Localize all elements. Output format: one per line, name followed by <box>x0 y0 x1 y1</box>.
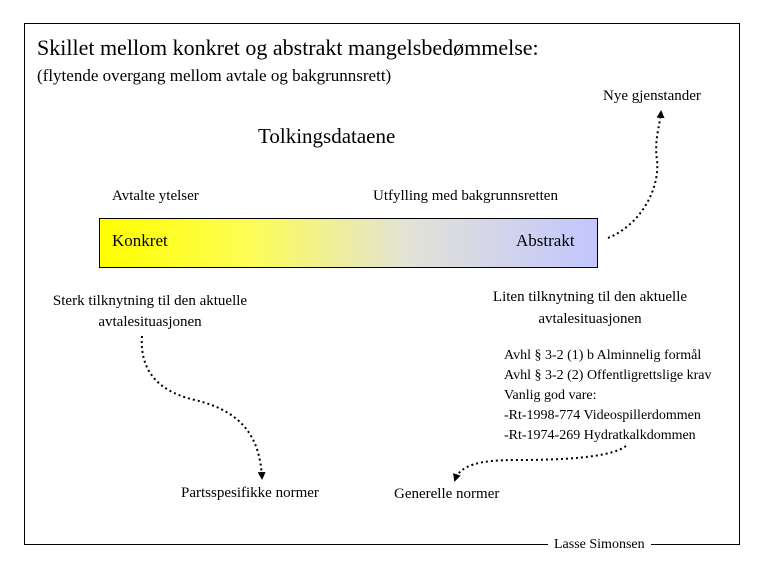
abstract-label: Abstrakt <box>516 231 575 250</box>
party-specific-norms-label: Partsspesifikke normer <box>181 485 319 501</box>
law-reference-item: -Rt-1974-269 Hydratkalkdommen <box>504 428 696 443</box>
weak-connection-label: Liten tilknytning til den aktuelle avtalesituasjonen <box>492 289 688 327</box>
law-reference-item: Vanlig god vare: <box>504 388 597 403</box>
diagram-subtitle: (flytende overgang mellom avtale og bakgrunnsrett) <box>37 66 392 85</box>
new-objects-label: Nye gjenstander <box>603 88 701 104</box>
law-reference-item: Avhl § 3-2 (2) Offentligrettslige krav <box>504 368 712 383</box>
law-reference-item: -Rt-1998-774 Videospillerdommen <box>504 408 701 423</box>
concrete-label: Konkret <box>112 231 168 250</box>
arrow-to-new-objects <box>608 112 661 238</box>
interpretation-data-heading: Tolkingsdataene <box>258 124 396 148</box>
law-reference-item: Avhl § 3-2 (1) b Alminnelig formål <box>504 348 702 363</box>
agreed-performance-label: Avtalte ytelser <box>112 188 199 204</box>
author-label: Lasse Simonsen <box>548 537 651 553</box>
background-law-label: Utfylling med bakgrunnsretten <box>373 188 558 204</box>
arrow-to-general-norms <box>455 446 626 480</box>
strong-connection-label: Sterk tilknytning til den aktuelle avtalesituasjonen <box>52 293 248 330</box>
general-norms-label: Generelle normer <box>394 486 500 502</box>
arrow-to-party-norms <box>142 336 262 478</box>
diagram-title: Skillet mellom konkret og abstrakt mangelsbedømmelse: <box>37 35 539 60</box>
